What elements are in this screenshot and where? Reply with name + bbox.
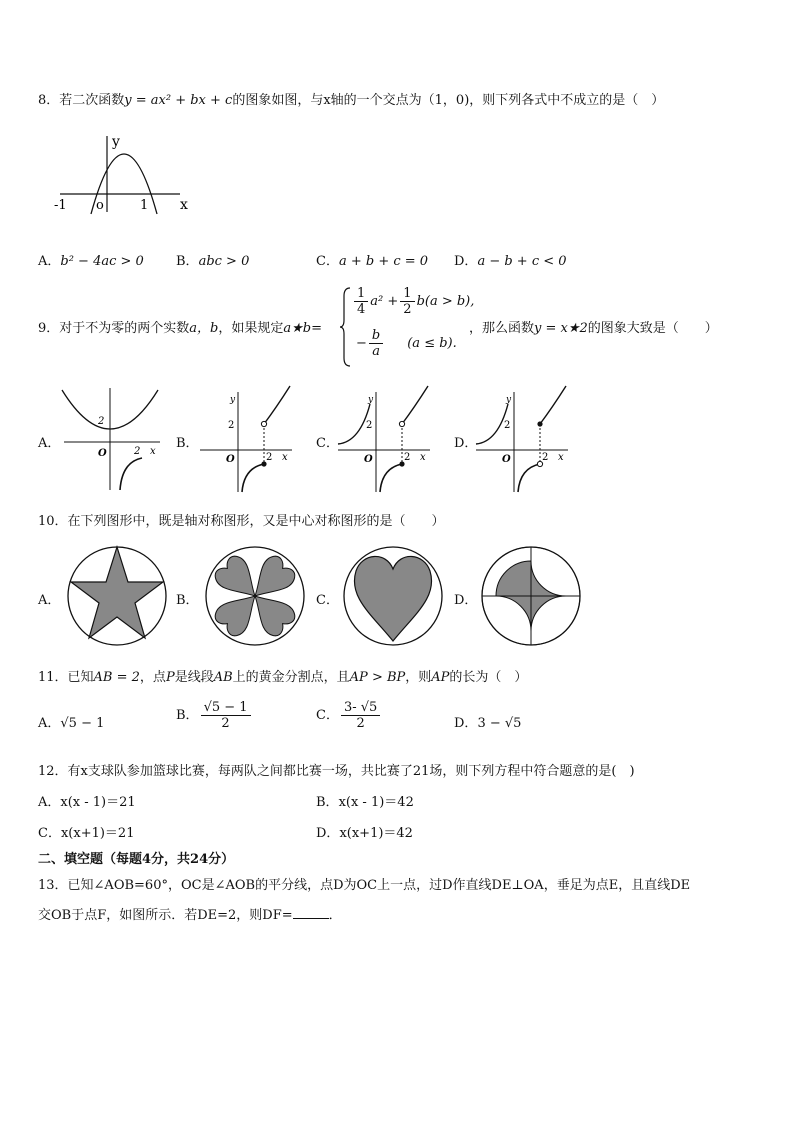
frac-den: a [372,344,380,359]
x-label: x [558,452,564,463]
q10-option-d[interactable]: D． [454,593,478,608]
x-axis-label: x [180,197,188,213]
q9-text-d: 的图象大致是（ ） [587,321,718,336]
q9-option-c[interactable]: C． [316,436,339,451]
q11-p: P [165,670,175,685]
x-label: x [282,452,288,463]
opt-label: D． [454,716,478,731]
lower-branch [380,464,402,492]
frac-num: 1 [354,286,368,302]
y-label: y [368,395,374,405]
q9-option-d[interactable]: D． [454,436,478,451]
origin-label: O [98,448,107,459]
opt-label: A． [38,254,61,269]
opt-expr: x(x+1)＝21 [60,826,135,841]
q9-ab: a，b [189,321,219,336]
open-dot [399,421,404,426]
q11-text-d: 上的黄金分割点，且 [232,670,350,685]
case1-a: a² + [370,294,399,309]
tick-2-x: 2 [266,452,273,463]
opt-label: A． [38,716,61,731]
q8-option-d[interactable] [454,250,567,269]
q11-option-b[interactable] [176,700,253,731]
opt-label: C． [316,708,339,723]
q9-text-b: ，如果规定 [218,321,284,336]
frac-num: b [369,328,383,344]
q10-star-figure [66,545,168,647]
q12-option-c[interactable] [38,822,134,841]
tick-2: 2 [504,420,511,431]
x-label: x [150,446,156,457]
opt-frac [341,700,380,731]
q9-op: a★b= [283,321,322,336]
closed-dot [537,421,542,426]
opt-frac [201,700,251,731]
case2-minus: − [356,336,367,351]
hyperbola-branch [120,458,142,490]
tick-2-x: 2 [134,446,141,457]
tick-neg1: -1 [54,198,67,213]
opt-expr: 3 − √5 [477,716,522,731]
frac-num: 1 [400,286,414,302]
opt-label: B． [176,254,199,269]
question-13-line-1: 13．已知∠AOB=60°，OC是∠AOB的平分线，点D为OC上一点，过D作直线DE⊥OA，垂足为点E，且直线DE [38,878,691,893]
frac-1-2 [400,286,414,317]
q8-formula: y = ax² + bx + c [124,93,233,108]
frac-den: 2 [356,716,365,731]
lower-branch [242,464,264,492]
y-axis-label: y [112,134,120,150]
q12-option-a[interactable] [38,791,136,810]
tick-2: 2 [98,416,105,427]
opt-label: B． [176,708,199,723]
y-label: y [230,395,236,405]
q9-graph-c [336,384,436,494]
q11-ab-eq: AB = 2 [93,670,140,685]
tick-2-x: 2 [404,452,411,463]
q11-text-a: 11．已知 [38,670,94,685]
q11-option-a[interactable] [38,712,104,731]
q9-graph-a [60,386,164,492]
case2-cond: (a ≤ b). [407,336,457,351]
origin-label: O [226,454,235,465]
question-9-stem-b [469,317,718,336]
q11-text-c: 是线段 [174,670,214,685]
origin-label: O [502,454,511,465]
opt-expr: a − b + c < 0 [477,254,567,269]
origin-label: O [364,454,373,465]
piecewise-case-1 [352,286,474,317]
tick-2: 2 [366,420,373,431]
opt-expr: b² − 4ac > 0 [60,254,144,269]
opt-label: D． [316,826,340,841]
heart-petals [211,552,298,639]
q9-text-a: 9．对于不为零的两个实数 [38,321,190,336]
opt-label: D． [454,254,478,269]
q9-option-b[interactable]: B． [176,436,199,451]
opt-label: C． [316,254,339,269]
q11-option-c[interactable] [316,700,382,731]
opt-expr: x(x - 1)＝42 [338,795,414,810]
frac-den: 4 [357,302,366,317]
opt-label: C． [38,826,61,841]
opt-expr: abc > 0 [198,254,250,269]
q11-cond: AP > BP [349,670,406,685]
q13-text: 交OB于点F，如图所示．若DE=2，则DF= [38,908,293,923]
frac-num: √5 − 1 [201,700,251,716]
question-12-stem: 12．有x支球队参加篮球比赛，每两队之间都比赛一场，共比赛了21场，则下列方程中符合题意的是( ) [38,764,635,779]
x-label: x [420,452,426,463]
y-label: y [506,395,512,405]
upper-branch [264,386,290,424]
q8-option-c[interactable] [316,250,428,269]
q10-pinwheel-figure [480,545,582,647]
piecewise-brace [340,286,352,368]
q11-option-d[interactable] [454,712,521,731]
section-2-heading: 二、填空题（每题4分，共24分） [38,852,235,867]
opt-expr: x(x+1)＝42 [339,826,413,841]
opt-label: A． [38,795,61,810]
q11-ap: AP [431,670,450,685]
shaded-regions [496,561,566,631]
q10-option-a[interactable]: A． [38,593,61,608]
q8-text-b: 的图象如图，与x轴的一个交点为（1，0)，则下列各式中不成立的是（ ） [232,93,665,108]
open-dot [261,421,266,426]
q11-ab: AB [213,670,233,685]
frac-b-a [369,328,383,359]
heart-shape [354,556,431,641]
origin-label: o [96,198,104,213]
case1-b: b(a > b), [416,294,475,309]
q12-option-b[interactable] [316,791,414,810]
question-13-line-2 [38,904,342,923]
answer-blank[interactable] [293,906,329,919]
tick-2: 2 [228,420,235,431]
q10-option-c[interactable]: C． [316,593,339,608]
opt-label: B． [316,795,339,810]
opt-expr: √5 − 1 [60,716,105,731]
frac-1-4 [354,286,368,317]
q9-graph-b [198,384,298,494]
piecewise-case-2 [356,328,457,359]
q8-option-a[interactable] [38,250,144,269]
question-10-stem: 10．在下列图形中，既是轴对称图形，又是中心对称图形的是（ ） [38,514,445,529]
frac-den: 2 [221,716,230,731]
q8-parabola-graph [52,132,197,217]
q10-option-b[interactable]: B． [176,593,199,608]
q11-text-e: ，则 [405,670,432,685]
frac-den: 2 [403,302,412,317]
frac-num: 3- √5 [341,700,380,716]
q13-end: ． [328,908,342,923]
upper-branch [402,386,428,424]
q8-text: 8．若二次函数 [38,93,125,108]
upper-branch [540,386,566,424]
q9-func: y = x★2 [534,321,588,336]
q10-hearts-figure [204,545,306,647]
q8-option-b[interactable] [176,250,249,269]
question-8-stem [38,89,664,108]
question-11-stem [38,666,527,685]
q11-text-b: ，点 [139,670,166,685]
q10-heart-figure [342,545,444,647]
lower-branch [518,464,540,492]
opt-expr: x(x - 1)＝21 [60,795,136,810]
q9-text-c: ，那么函数 [469,321,535,336]
opt-expr: a + b + c = 0 [338,254,429,269]
q9-option-a[interactable]: A． [38,436,61,451]
star-shape [71,547,163,638]
q9-graph-d [474,384,574,494]
question-9-stem-a [38,317,322,336]
tick-1: 1 [140,198,149,213]
tick-2-x: 2 [542,452,549,463]
q12-option-d[interactable] [316,822,413,841]
q11-text-f: 的长为（ ） [449,670,528,685]
